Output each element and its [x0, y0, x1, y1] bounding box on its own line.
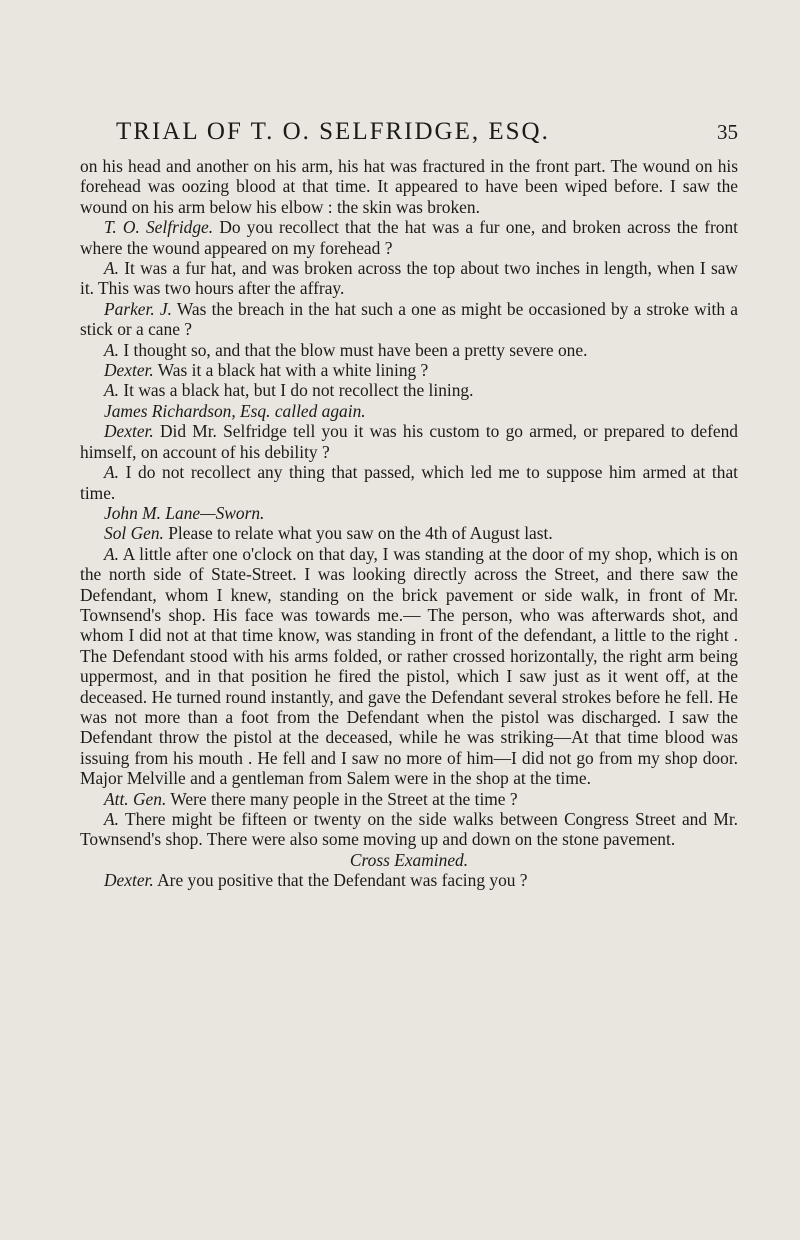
speaker: Dexter. — [104, 421, 154, 442]
speaker: Dexter. — [104, 360, 154, 381]
paragraph: A. It was a fur hat, and was broken across the top about two inches in length, when I saw it. This was two hours after the affray. — [80, 258, 738, 299]
paragraph: T. O. Selfridge. Do you recollect that the hat was a fur one, and broken across the front where the wound appeared on my forehead ? — [80, 217, 739, 258]
speaker: Sol Gen. — [104, 523, 164, 544]
paragraph: Att. Gen. Were there many people in the Street at the time ? — [104, 788, 518, 809]
speaker: Att. Gen. — [104, 788, 167, 809]
speaker: A. — [104, 258, 119, 279]
speaker: A. — [104, 543, 119, 564]
paragraph: A. A little after one o'clock on that day, I was standing at the door of my shop, which is on the north side of State-Street. I was looking directly across the Street, and there saw the Defendant, whom I knew, standing on the brick pavement or side walk, in front of Mr. Townsend's shop. His face was towards me.— The person, who was afterwards shot, and whom I did not at that time know, was standing in front of the defendant, a little to the right . The Defendant stood with his arms folded, or rather crossed horizontally, the right arm being uppermost, and in that position he fired the pistol, which I saw just as it went off, at the deceased. He turned round instantly, and gave the Defendant several strokes before he fell. He was not more than a foot from the Defendant when the pistol was discharged. I saw the Defendant throw the pistol at the deceased, while he was striking—At that time blood was issuing from his mouth . He fell and I saw no more of him—I did not go from my shop door. Major Melville and a gentleman from Salem were in the shop at the time. — [80, 543, 738, 789]
running-header — [80, 118, 738, 146]
page-title: TRIAL OF T. O. SELFRIDGE, ESQ. — [116, 118, 550, 145]
paragraph: A. It was a black hat, but I do not recollect the lining. — [104, 380, 474, 401]
section-heading: Cross Examined. — [349, 849, 469, 870]
paragraph: A. I thought so, and that the blow must have been a pretty severe one. — [104, 339, 588, 360]
paragraph: Dexter. Did Mr. Selfridge tell you it was his custom to go armed, or prepared to defend himself, on account of his debility ? — [80, 421, 738, 462]
paragraph: Dexter. Was it a black hat with a white lining ? — [104, 360, 429, 381]
speaker: A. — [104, 339, 119, 360]
witness-heading: James Richardson, Esq. called again. — [104, 400, 366, 421]
speaker: A. — [104, 380, 119, 401]
page-number: 35 — [717, 120, 738, 144]
speaker: Dexter. — [104, 870, 154, 891]
paragraph: A. There might be fifteen or twenty on the side walks between Congress Street and Mr. Townsend's shop. There were also some moving up and down on the stone pavement. — [80, 809, 738, 850]
speaker: T. O. Selfridge. — [104, 217, 214, 238]
speaker: A. — [104, 809, 119, 829]
paragraph: Dexter. Are you positive that the Defendant was facing you ? — [104, 870, 528, 891]
paragraph: Sol Gen. Please to relate what you saw on the 4th of August last. — [104, 523, 553, 544]
paragraph: on his head and another on his arm, his hat was fractured in the front part. The wound on his forehead was oozing blood at that time. It appeared to have been wiped before. I saw the wound on his arm below his elbow : the skin was broken. — [80, 156, 738, 217]
witness-heading: John M. Lane—Sworn. — [104, 502, 265, 523]
paragraph: A. I do not recollect any thing that passed, which led me to suppose him armed at that time. — [80, 462, 738, 503]
body-text — [80, 156, 738, 891]
speaker: Parker. J. — [104, 298, 172, 319]
speaker: A. — [104, 462, 119, 483]
paragraph: Parker. J. Was the breach in the hat such a one as might be occasioned by a stroke with a stick or a cane ? — [80, 298, 738, 340]
